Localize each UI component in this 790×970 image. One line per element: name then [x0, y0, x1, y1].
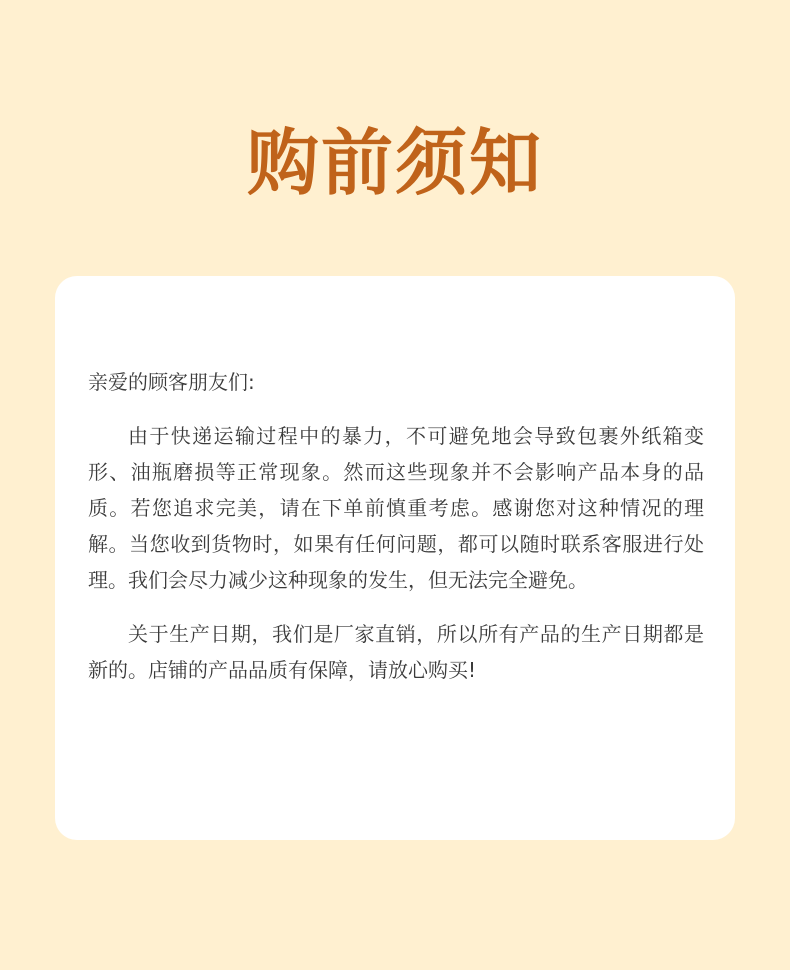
page-title: 购前须知 [246, 121, 543, 205]
notice-paragraph-production-date: 关于生产日期，我们是厂家直销，所以所有产品的生产日期都是新的。店铺的产品品质有保障，请放心购买! [88, 622, 704, 682]
greeting-text: 亲爱的顾客朋友们: [88, 370, 255, 394]
notice-card [55, 276, 735, 840]
notice-paragraph-shipping: 由于快递运输过程中的暴力，不可避免地会导致包裹外纸箱变形、油瓶磨损等正常现象。然而这些现象并不会影响产品本身的品质。若您追求完美，请在下单前慎重考虑。感谢您对这种情况的理解。当您收到货物时，如果有任何问题，都可以随时联系客服进行处理。我们会尽力减少这种现象的发生，但无法完全避免。 [88, 424, 704, 592]
notice-body [88, 364, 704, 706]
